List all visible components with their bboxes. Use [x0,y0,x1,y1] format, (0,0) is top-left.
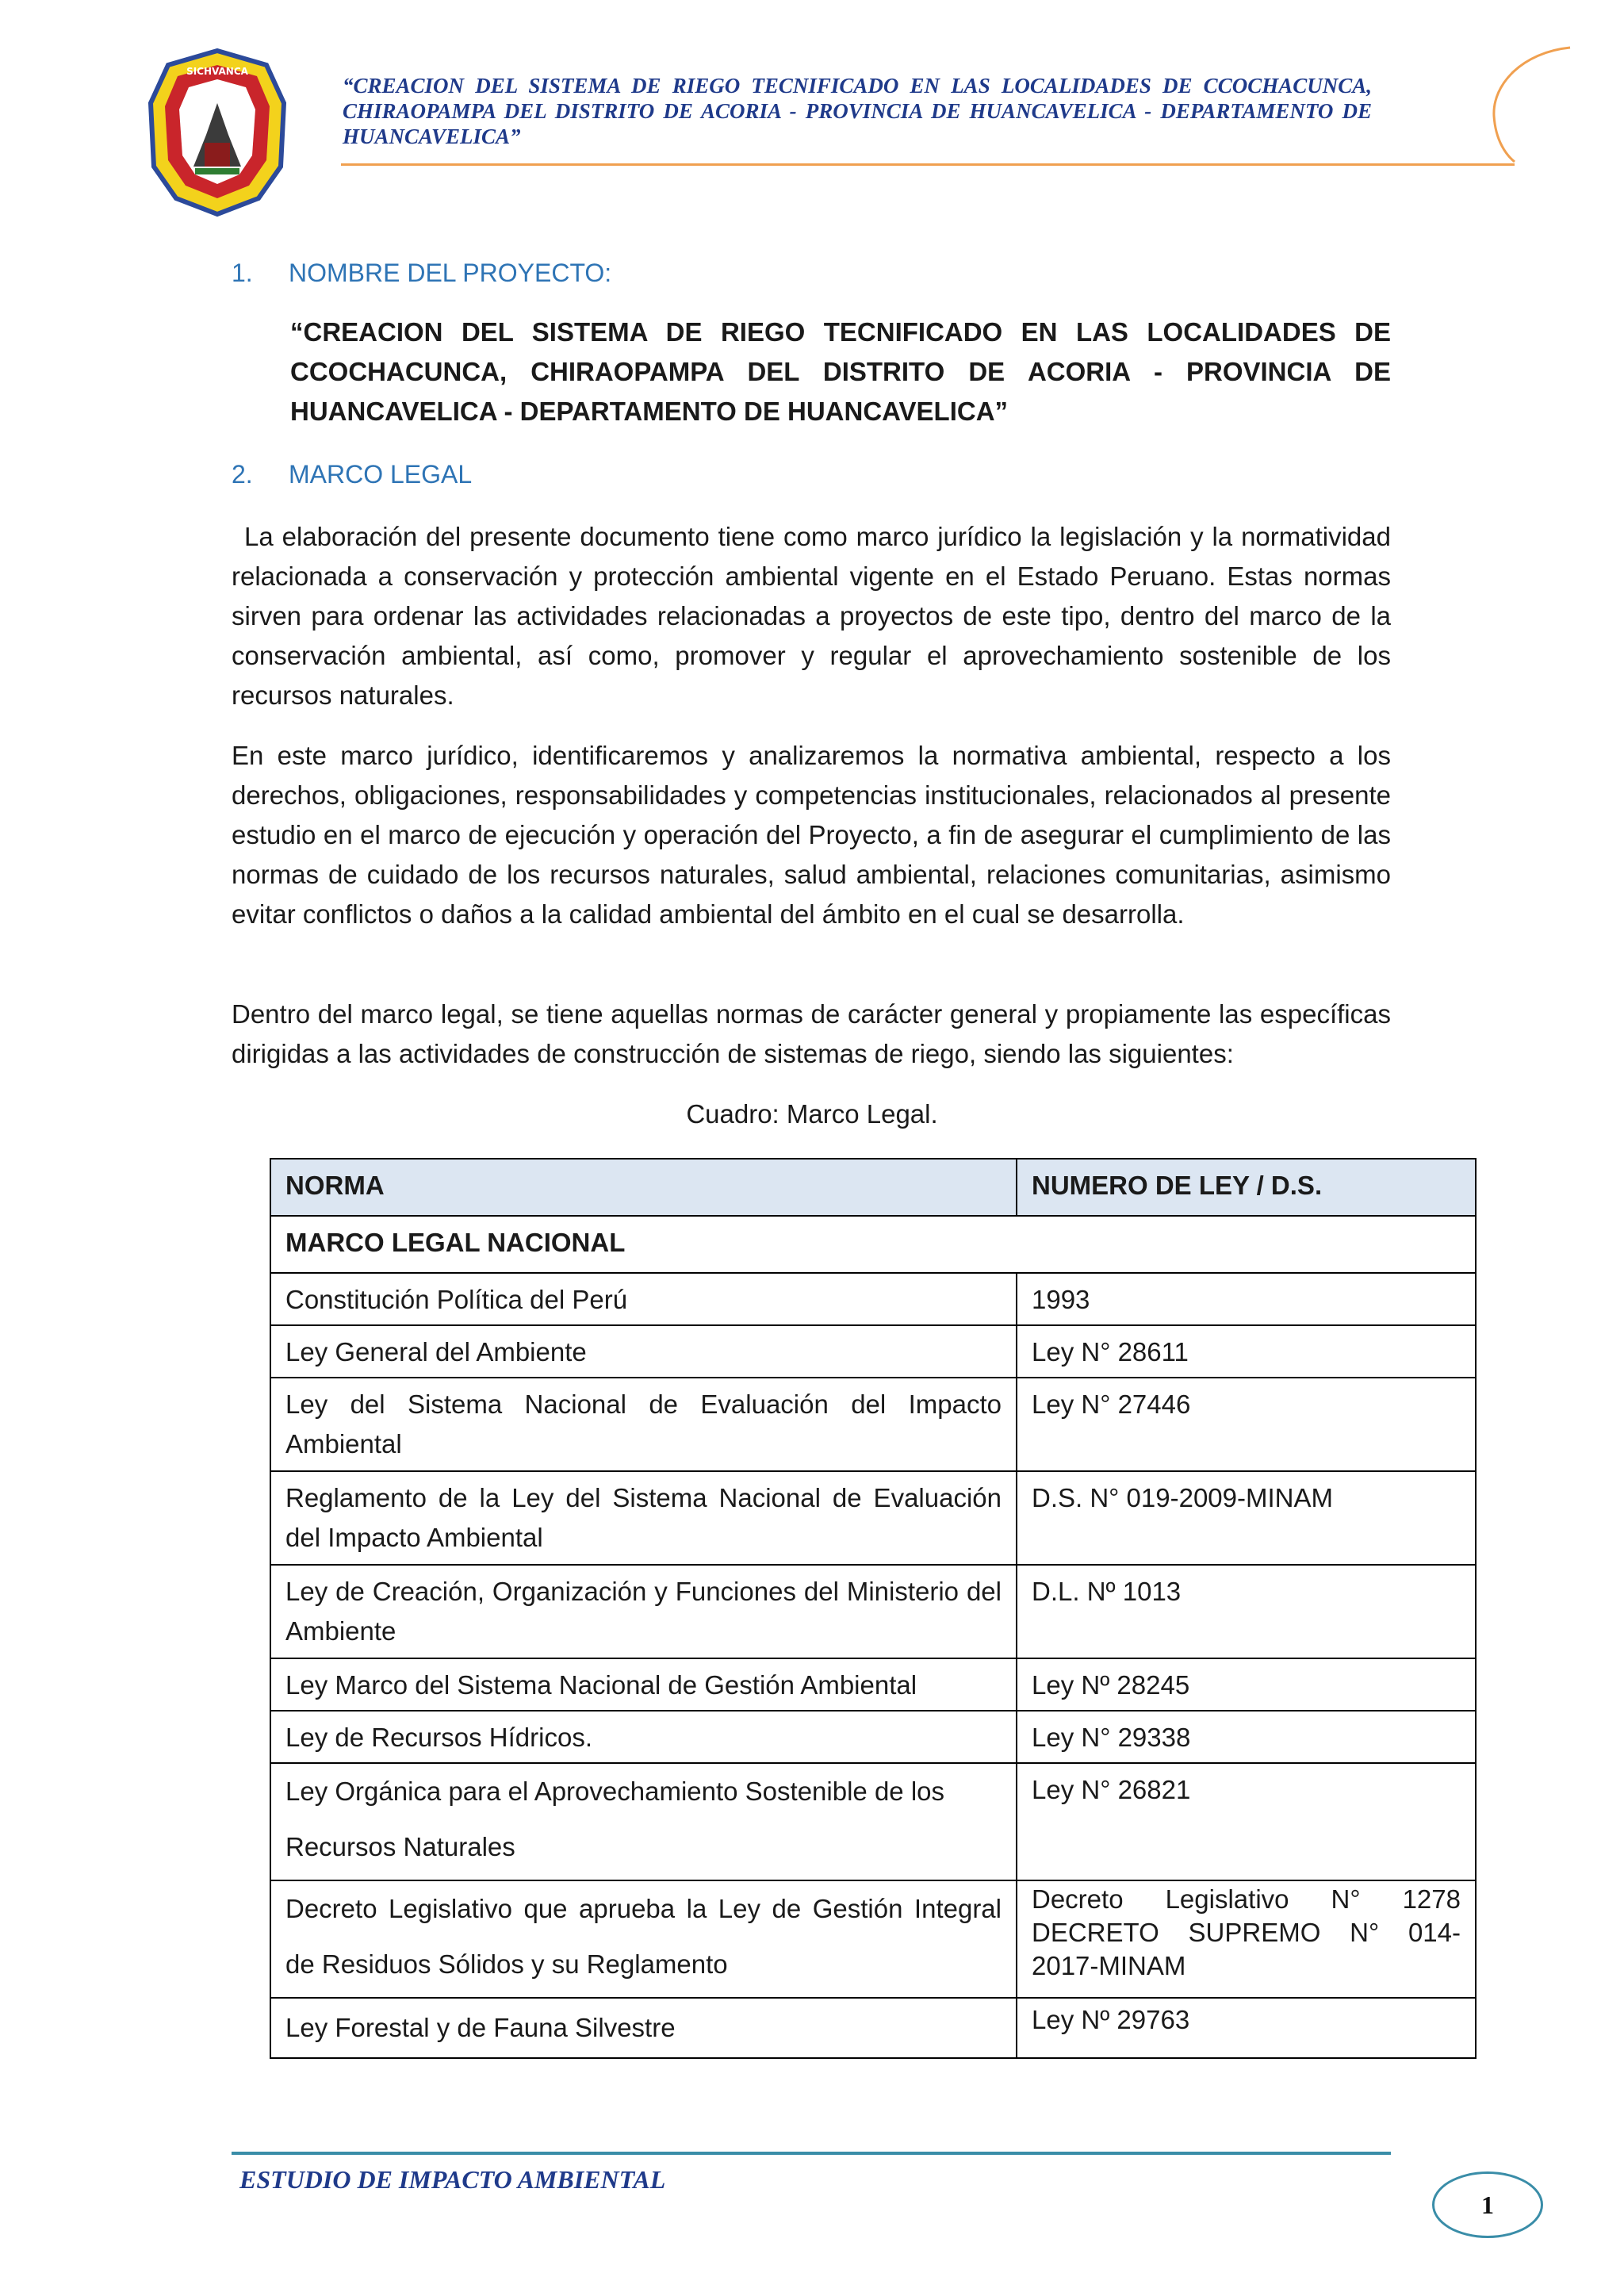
section-1-number: 1. [232,259,253,287]
section-1-title: NOMBRE DEL PROYECTO: [289,259,612,287]
numero-cell: 1993 [1017,1273,1476,1325]
table-row [270,1565,1476,1658]
table-row [270,1998,1476,2058]
numero-cell: Decreto Legislativo N° 1278 DECRETO SUPREMO N° 014- 2017-MINAM [1017,1880,1476,1998]
section-2-heading [232,460,472,489]
numero-cell: Ley N° 27446 [1017,1378,1476,1471]
table-caption: Cuadro: Marco Legal. [686,1099,938,1129]
numero-cell: Ley N° 29338 [1017,1711,1476,1763]
norma-cell: Ley General del Ambiente [270,1325,1017,1378]
table-row [270,1378,1476,1471]
numero-cell: Ley Nº 29763 [1017,1998,1476,2058]
paragraph-1: La elaboración del presente documento tiene como marco jurídico la legislación y la normatividad relacionada a conservación y protección ambiental vigente en el Estado Peruano. Estas normas sirven para ordenar las actividades relacionadas a proyectos de este tipo, dentro del marco de la conservación ambiental, así como, promover y regular el aprovechamiento sostenible de los recursos naturales. [232,522,1391,710]
table-row [270,1658,1476,1711]
svg-text:SICHVANCA: SICHVANCA [186,66,248,77]
paragraph-3: Dentro del marco legal, se tiene aquellas normas de carácter general y propiamente las específicas dirigidas a las actividades de construcción de sistemas de riego, siendo las siguientes: [232,999,1391,1068]
table-row [270,1471,1476,1565]
numero-cell: D.L. Nº 1013 [1017,1565,1476,1658]
table-row [270,1763,1476,1880]
municipal-crest-logo [147,48,287,217]
norma-cell: Ley Orgánica para el Aprovechamiento Sostenible de los Recursos Naturales [270,1763,1017,1880]
norma-cell: Ley Forestal y de Fauna Silvestre [270,1998,1017,2058]
numero-cell: Ley N° 26821 [1017,1763,1476,1880]
norma-cell: Decreto Legislativo que aprueba la Ley de Gestión Integral de Residuos Sólidos y su Reglamento [270,1880,1017,1998]
section-2-number: 2. [232,460,253,489]
document-header-title: “CREACION DEL SISTEMA DE RIEGO TECNIFICADO EN LAS LOCALIDADES DE CCOCHACUNCA, CHIRAOPAMPA DEL DISTRITO DE ACORIA - PROVINCIA DE HUANCAVELICA - DEPARTAMENTO DE HUANCAVELICA” [343,74,1372,148]
header-decorative-arc [1483,44,1578,163]
legal-framework-table [270,1158,1477,2059]
norma-cell: Ley Marco del Sistema Nacional de Gestión Ambiental [270,1658,1017,1711]
norma-cell: Ley de Recursos Hídricos. [270,1711,1017,1763]
section-2-title: MARCO LEGAL [289,460,473,489]
section-marco-legal-nacional: MARCO LEGAL NACIONAL [270,1216,1476,1273]
table-row [270,1880,1476,1998]
table-section-row [270,1216,1476,1273]
paragraph-2: En este marco jurídico, identificaremos y analizaremos la normativa ambiental, respecto a los derechos, obligaciones, responsabilidades y competencias institucionales, relacionados al presente estudio en el marco de ejecución y operación del Proyecto, a fin de asegurar el cumplimiento de las normas de cuidado de los recursos naturales, salud ambiental, relaciones comunitarias, asimismo evitar conflictos o daños a la calidad ambiental del ámbito en el cual se desarrolla. [232,741,1391,929]
norma-cell: Constitución Política del Perú [270,1273,1017,1325]
footer-divider [232,2152,1391,2155]
norma-cell: Ley del Sistema Nacional de Evaluación del Impacto Ambiental [270,1378,1017,1471]
table-header-row [270,1159,1476,1216]
footer-label: ESTUDIO DE IMPACTO AMBIENTAL [239,2165,666,2194]
table-row [270,1273,1476,1325]
norma-cell: Ley de Creación, Organización y Funciones del Ministerio del Ambiente [270,1565,1017,1658]
norma-cell: Reglamento de la Ley del Sistema Nacional de Evaluación del Impacto Ambiental [270,1471,1017,1565]
table-row [270,1711,1476,1763]
project-name: “CREACION DEL SISTEMA DE RIEGO TECNIFICADO EN LAS LOCALIDADES DE CCOCHACUNCA, CHIRAOPAMPA DEL DISTRITO DE ACORIA - PROVINCIA DE HUANCAVELICA - DEPARTAMENTO DE HUANCAVELICA” [290,317,1391,426]
table-row [270,1325,1476,1378]
header-numero: NUMERO DE LEY / D.S. [1017,1159,1476,1216]
numero-cell: D.S. N° 019-2009-MINAM [1017,1471,1476,1565]
header-norma: NORMA [270,1159,1017,1216]
numero-cell: Ley N° 28611 [1017,1325,1476,1378]
section-1-heading [232,259,611,288]
page-number: 1 [1432,2171,1543,2238]
header-divider [341,163,1515,166]
numero-cell: Ley Nº 28245 [1017,1658,1476,1711]
